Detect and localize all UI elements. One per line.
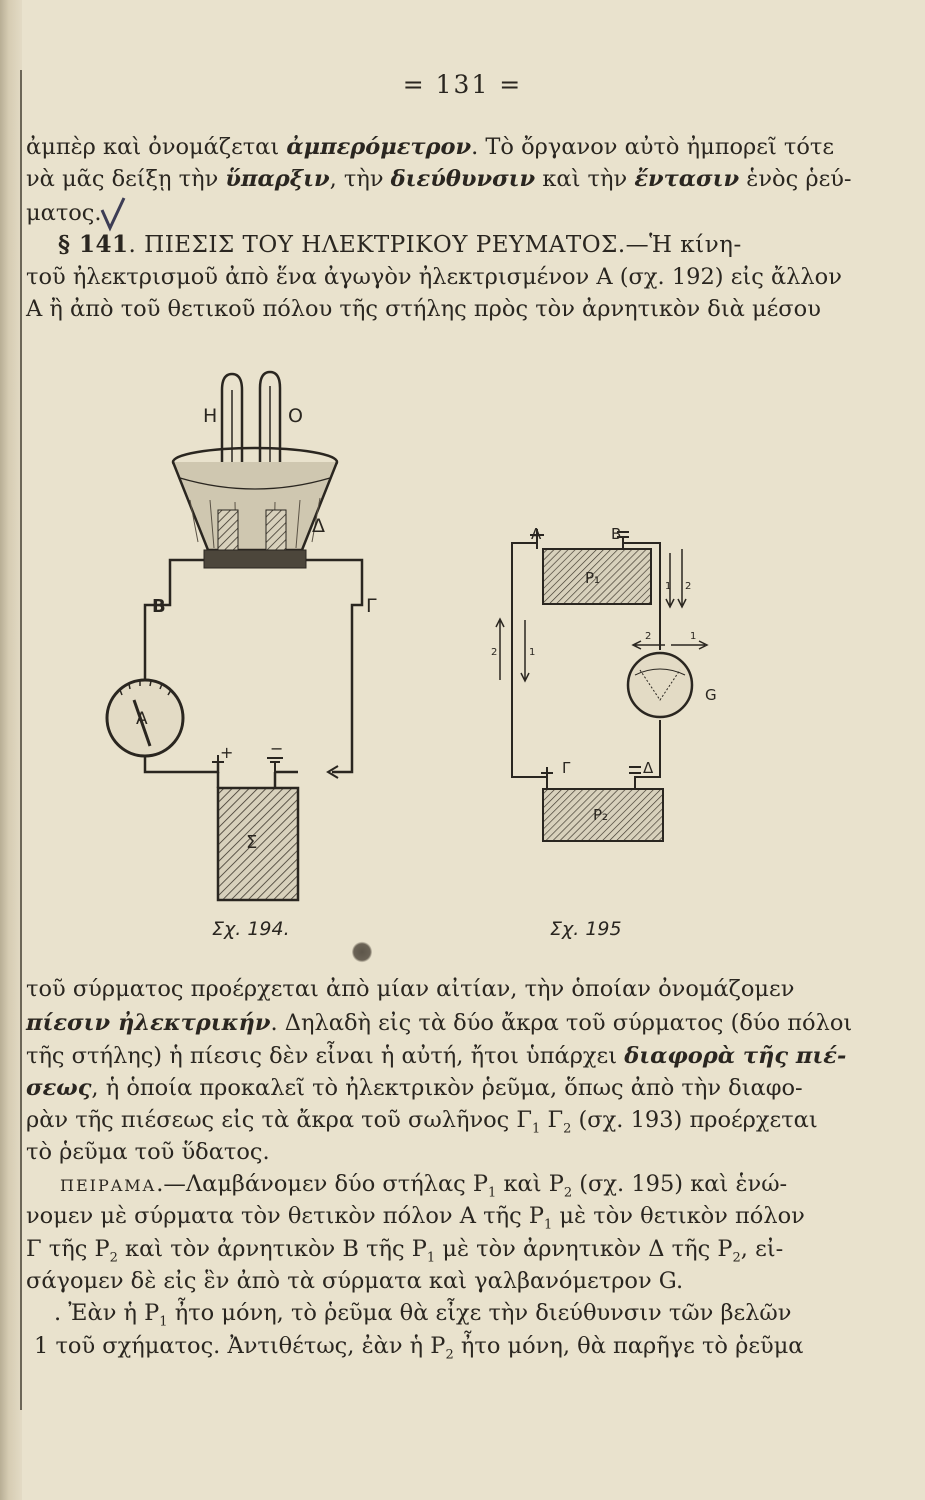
section-heading: § 141. ΠΙΕΣΙΣ ΤΟΥ ΗΛΕΚΤΡΙΚΟΥ ΡΕΥΜΑΤΟΣ.—Ἡ κίνη-	[58, 231, 742, 258]
label-Delta: Δ	[312, 515, 325, 537]
experiment-paragraph: ΠΕΙΡΑΜΑ.—Λαμβάνομεν δύο στήλας $P_1$ καὶ $P_2$ (σχ. 195) καὶ ἑνώ-	[60, 1171, 788, 1201]
pencil-check-mark	[100, 196, 128, 232]
book-spine	[0, 0, 22, 1500]
arrow-label: 1	[665, 581, 672, 592]
arrow-label: 2	[685, 581, 692, 592]
label-G: G	[705, 686, 717, 704]
text-line: Α ἢ ἀπὸ τοῦ θετικοῦ πόλου τῆς στήλης πρὸς τὸν ἀρνητικὸν διὰ μέσου	[26, 296, 821, 322]
text-line: 1 τοῦ σχήματος. Ἀντιθέτως, ἐὰν ἡ $P_2$ ἦτο μόνη, θὰ παρῆγε τὸ ῥεῦμα	[34, 1333, 804, 1363]
label-P1: P₁	[585, 569, 601, 587]
arrow-label: 1	[690, 631, 697, 642]
text-line: πίεσιν ἠλεκτρικήν. Δηλαδὴ εἰς τὰ δύο ἄκρα τοῦ σύρματος (δύο πόλοι	[26, 1010, 853, 1036]
label-Gamma: Γ	[562, 759, 571, 777]
figure-195	[485, 505, 735, 845]
label-Gamma: Γ	[366, 595, 377, 617]
text-line: τῆς στήλης) ἡ πίεσις δὲν εἶναι ἡ αὐτή, ἤτοι ὑπάρχει διαφορὰ τῆς πιέ-	[26, 1043, 847, 1069]
text-line: τὸ ῥεῦμα τοῦ ὕδατος.	[26, 1139, 270, 1165]
text-line: σάγομεν δὲ εἰς ἓν ἀπὸ τὰ σύρματα καὶ γαλβανόμετρον G.	[26, 1268, 684, 1294]
label-P2: P₂	[593, 806, 609, 824]
label-H: H	[203, 405, 218, 427]
arrow-label: 2	[645, 631, 652, 642]
label-B: B	[152, 596, 166, 617]
label-A: A	[531, 525, 542, 543]
page-margin-rule	[20, 70, 22, 1410]
label-Delta: Δ	[643, 759, 654, 777]
text-line: . Ἐὰν ἡ $P_1$ ἦτο μόνη, τὸ ῥεῦμα θὰ εἶχε τὴν διεύθυνσιν τῶν βελῶν	[54, 1300, 792, 1330]
label-B: B	[611, 525, 622, 543]
text-line: ρὰν τῆς πιέσεως εἰς τὰ ἄκρα τοῦ σωλῆνος $\Gamma_1$ $\Gamma_2$ (σχ. 193) προέρχεται	[26, 1107, 818, 1137]
battery-cell	[218, 788, 298, 900]
text-line: νομεν μὲ σύρματα τὸν θετικὸν πόλον Α τῆς $P_1$ μὲ τὸν θετικὸν πόλον	[26, 1203, 805, 1233]
figure-194-caption: Σχ. 194.	[212, 918, 290, 940]
figure-194	[100, 360, 410, 910]
text-line: τοῦ ἠλεκτρισμοῦ ἀπὸ ἕνα ἀγωγὸν ἠλεκτρισμένον Α (σχ. 192) εἰς ἄλλον	[26, 264, 842, 290]
arrow-label: 1	[529, 647, 536, 658]
text-line: ματος.	[26, 200, 102, 226]
galvanometer-G	[628, 653, 692, 717]
arrow-label: 2	[491, 647, 498, 658]
text-line: ἀμπὲρ καὶ ὀνομάζεται ἀμπερόμετρον. Τὸ ὄργανον αὐτὸ ἠμπορεῖ τότε	[26, 134, 835, 160]
text-line: σεως, ἡ ὁποία προκαλεῖ τὸ ἠλεκτρικὸν ῥεῦμα, ὅπως ἀπὸ τὴν διαφο-	[26, 1075, 803, 1101]
label-plus: +	[220, 743, 234, 762]
label-minus: −	[270, 739, 284, 758]
figure-195-caption: Σχ. 195	[550, 918, 622, 940]
label-Sigma: Σ	[246, 832, 258, 853]
text-line: τοῦ σύρματος προέρχεται ἀπὸ μίαν αἰτίαν, τὴν ὁποίαν ὀνομάζομεν	[26, 976, 795, 1002]
text-line: νὰ μᾶς δείξῃ τὴν ὕπαρξιν, τὴν διεύθυνσιν καὶ τὴν ἔντασιν ἑνὸς ῥεύ-	[26, 166, 852, 192]
label-O: O	[288, 405, 303, 427]
label-A: A	[136, 709, 148, 729]
page-number: = 131 =	[402, 70, 523, 99]
text-line: Γ τῆς $P_2$ καὶ τὸν ἀρνητικὸν Β τῆς $P_1$ μὲ τὸν ἀρνητικὸν Δ τῆς $P_2$, εἰ-	[26, 1236, 784, 1266]
ink-blot	[352, 941, 372, 963]
